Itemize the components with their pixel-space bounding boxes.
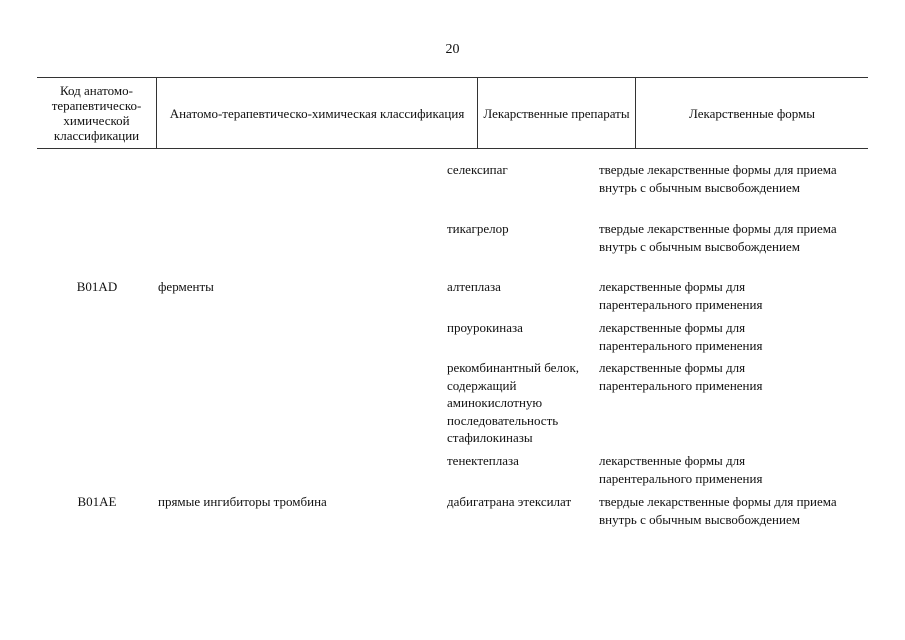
row-form: лекарственные формы для парентерального применения <box>599 360 763 393</box>
header-drugs: Лекарственные препараты <box>478 78 636 148</box>
header-classification: Анатомо-терапевтическо-химическая классификация <box>157 78 478 148</box>
row-drug: селексипаг <box>447 162 508 177</box>
row-drug: дабигатрана этексилат <box>447 494 572 509</box>
row-code: B01AD <box>76 279 118 294</box>
row-form: твердые лекарственные формы для приема внутрь с обычным высвобождением <box>599 162 837 195</box>
table-header <box>37 77 868 149</box>
row-drug: рекомбинантный белок, содержащий аминокислотную последовательность стафилокиназы <box>447 360 580 445</box>
row-classification: ферменты <box>158 279 214 294</box>
row-form: твердые лекарственные формы для приема внутрь с обычным высвобождением <box>599 494 837 527</box>
row-drug: алтеплаза <box>447 279 501 294</box>
row-drug: проурокиназа <box>447 320 523 335</box>
row-drug: тикагрелор <box>447 221 509 236</box>
row-form: лекарственные формы для парентерального применения <box>599 279 763 312</box>
header-forms: Лекарственные формы <box>688 105 816 121</box>
header-code: Код анатомо-терапевтическо-химической классификации <box>37 78 157 148</box>
row-form: лекарственные формы для парентерального применения <box>599 453 763 486</box>
row-code: B01AE <box>77 494 117 509</box>
row-form: лекарственные формы для парентерального применения <box>599 320 763 353</box>
page-number: 20 <box>445 42 460 57</box>
row-drug: тенектеплаза <box>447 453 519 468</box>
row-classification: прямые ингибиторы тромбина <box>158 494 327 509</box>
row-form: твердые лекарственные формы для приема внутрь с обычным высвобождением <box>599 221 837 254</box>
